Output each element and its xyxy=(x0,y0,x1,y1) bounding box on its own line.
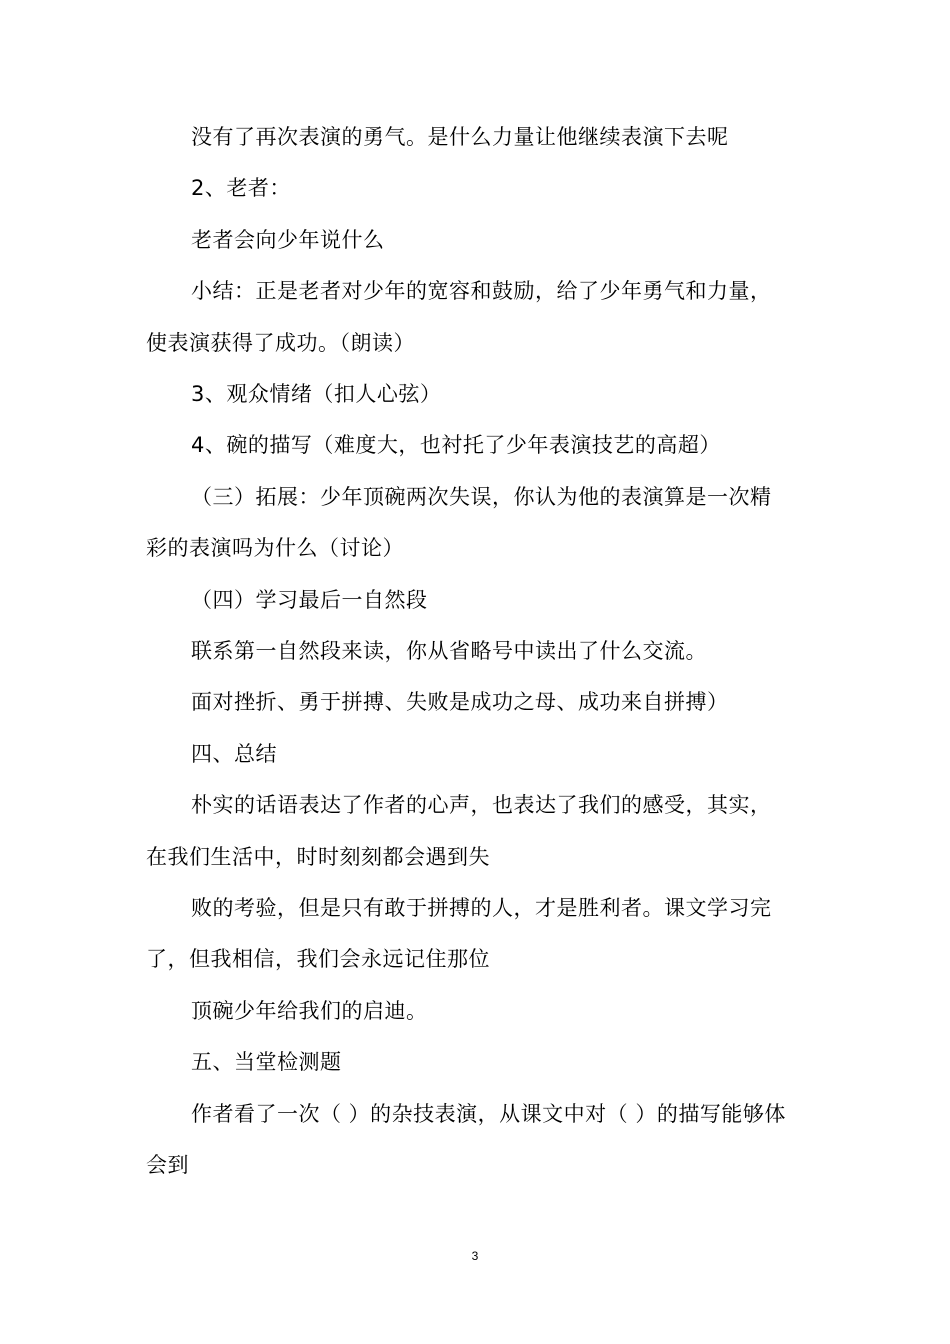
text-line: 败的考验，但是只有敢于拼搏的人，才是胜利者。课文学习完 xyxy=(191,896,772,920)
text-line: 会到 xyxy=(146,1153,189,1177)
text-line: 朴实的话语表达了作者的心声，也表达了我们的感受，其实， xyxy=(191,793,772,817)
text-line: 四、总结 xyxy=(191,742,277,766)
text-line: 联系第一自然段来读，你从省略号中读出了什么交流。 xyxy=(191,639,707,663)
text-line: 使表演获得了成功。（朗读） xyxy=(146,331,415,355)
text-line: 小结：正是老者对少年的宽容和鼓励，给了少年勇气和力量， xyxy=(191,279,772,303)
text-line: 顶碗少年给我们的启迪。 xyxy=(191,999,428,1023)
text-line: 2、老者： xyxy=(191,176,291,200)
text-line: 3、观众情绪（扣人心弦） xyxy=(191,382,442,406)
text-line: 面对挫折、勇于拼搏、失败是成功之母、成功来自拼搏） xyxy=(191,690,729,714)
text-line: 作者看了一次（ ）的杂技表演，从课文中对（ ）的描写能够体 xyxy=(191,1102,786,1126)
text-line: （四）学习最后一自然段 xyxy=(191,588,428,612)
text-line: 了，但我相信，我们会永远记住那位 xyxy=(146,947,490,971)
text-line: 彩的表演吗为什么（讨论） xyxy=(146,536,404,560)
page-number: 3 xyxy=(471,1249,479,1263)
text-line: （三）拓展：少年顶碗两次失误，你认为他的表演算是一次精 xyxy=(191,485,772,509)
text-line: 没有了再次表演的勇气。是什么力量让他继续表演下去呢 xyxy=(191,125,729,149)
text-line: 4、碗的描写（难度大，也衬托了少年表演技艺的高超） xyxy=(191,433,721,457)
text-line: 老者会向少年说什么 xyxy=(191,228,385,252)
text-line: 在我们生活中，时时刻刻都会遇到失 xyxy=(146,845,490,869)
text-line: 五、当堂检测题 xyxy=(191,1050,342,1074)
